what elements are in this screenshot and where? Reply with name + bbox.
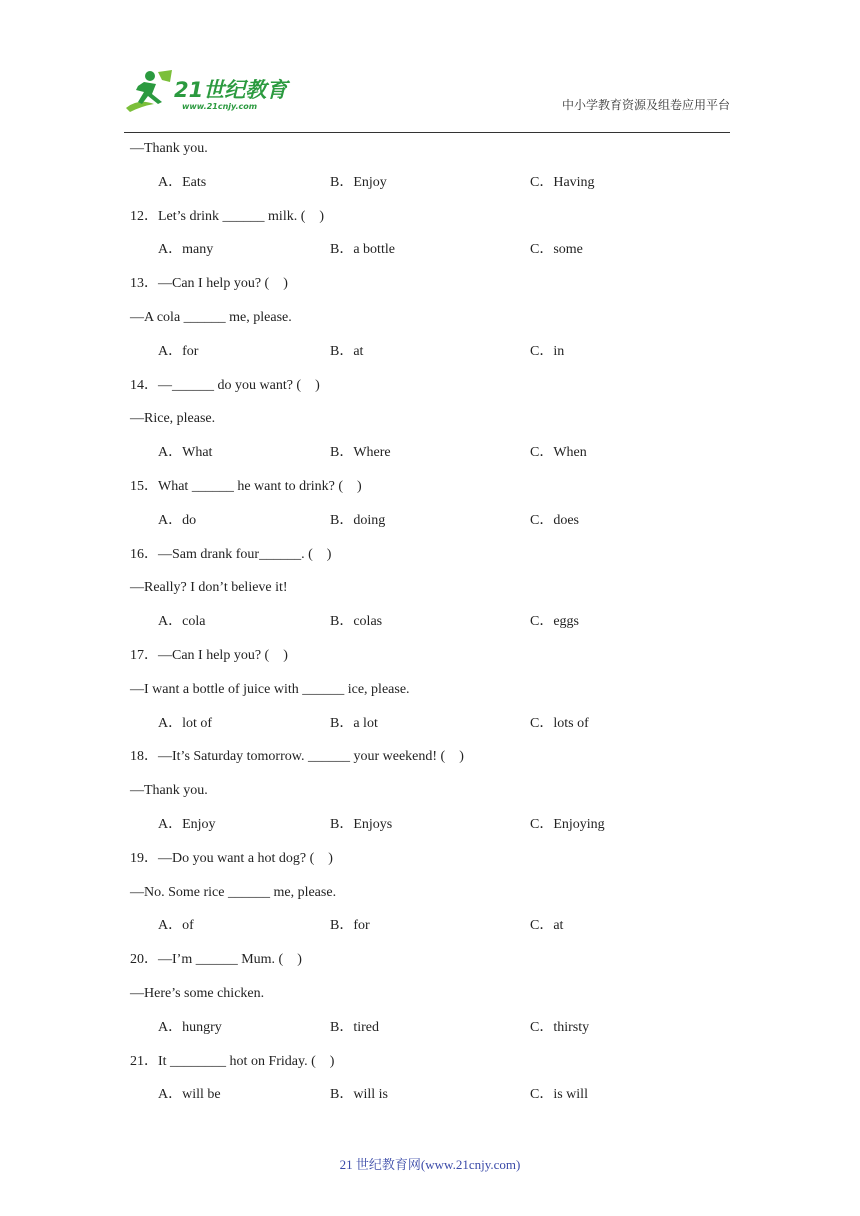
answer-option-c[interactable]: C．some (530, 242, 583, 257)
answer-option-c[interactable]: C．Having (530, 175, 595, 190)
answer-option-c[interactable]: C．When (530, 445, 587, 460)
answer-option-b[interactable]: B．at (330, 344, 364, 359)
dialogue-line: —Here’s some chicken. (130, 986, 265, 1001)
answer-option-b[interactable]: B．tired (330, 1020, 379, 1035)
site-slogan: 中小学教育资源及组卷应用平台 (561, 98, 730, 112)
question-stem: 18．—It’s Saturday tomorrow. ______ your weekend! ( ) (130, 749, 464, 764)
site-logo[interactable] (124, 66, 294, 116)
dialogue-line: —Thank you. (130, 783, 208, 798)
page-footer[interactable]: 21 世纪教育网(www.21cnjy.com) (339, 1157, 521, 1172)
question-stem: 17．—Can I help you? ( ) (130, 648, 288, 663)
answer-option-c[interactable]: C．lots of (530, 716, 589, 731)
answer-option-b[interactable]: B．for (330, 918, 370, 933)
answer-option-c[interactable]: C．Enjoying (530, 817, 605, 832)
logo-text: 21世纪教育 (174, 78, 288, 102)
question-stem: 20．—I’m ______ Mum. ( ) (130, 952, 302, 967)
question-stem: 14．—______ do you want? ( ) (130, 378, 320, 393)
answer-option-b[interactable]: B．will is (330, 1087, 388, 1102)
question-stem: 19．—Do you want a hot dog? ( ) (130, 851, 333, 866)
answer-option-a[interactable]: A．Eats (158, 175, 207, 190)
answer-option-b[interactable]: B．Where (330, 445, 391, 460)
page-header (124, 66, 730, 133)
answer-option-a[interactable]: A．will be (158, 1087, 221, 1102)
answer-option-b[interactable]: B．doing (330, 513, 386, 528)
question-stem: 21．It ________ hot on Friday. ( ) (130, 1054, 335, 1069)
answer-option-c[interactable]: C．in (530, 344, 565, 359)
answer-option-a[interactable]: A．cola (158, 614, 206, 629)
answer-option-a[interactable]: A．hungry (158, 1020, 222, 1035)
dialogue-line: —No. Some rice ______ me, please. (130, 885, 337, 900)
answer-option-a[interactable]: A．of (158, 918, 194, 933)
answer-option-b[interactable]: B．a bottle (330, 242, 395, 257)
dialogue-line: —A cola ______ me, please. (130, 310, 292, 325)
answer-option-c[interactable]: C．eggs (530, 614, 579, 629)
answer-option-c[interactable]: C．does (530, 513, 579, 528)
answer-option-c[interactable]: C．at (530, 918, 564, 933)
question-stem: 16．—Sam drank four______. ( ) (130, 547, 332, 562)
answer-option-a[interactable]: A．Enjoy (158, 817, 216, 832)
dialogue-line: —Rice, please. (130, 411, 216, 426)
question-stem: 13．—Can I help you? ( ) (130, 276, 288, 291)
answer-option-a[interactable]: A．for (158, 344, 199, 359)
answer-option-a[interactable]: A．lot of (158, 716, 213, 731)
answer-option-a[interactable]: A．many (158, 242, 214, 257)
answer-option-a[interactable]: A．do (158, 513, 197, 528)
dialogue-line: —Thank you. (130, 141, 208, 156)
answer-option-b[interactable]: B．Enjoy (330, 175, 387, 190)
answer-option-a[interactable]: A．What (158, 445, 213, 460)
answer-option-b[interactable]: B．colas (330, 614, 383, 629)
runner-logo-icon (124, 68, 176, 114)
question-stem: 15．What ______ he want to drink? ( ) (130, 479, 362, 494)
answer-option-b[interactable]: B．a lot (330, 716, 378, 731)
dialogue-line: —I want a bottle of juice with ______ ice, please. (130, 682, 410, 697)
question-stem: 12．Let’s drink ______ milk. ( ) (130, 209, 325, 224)
dialogue-line: —Really? I don’t believe it! (130, 580, 288, 595)
answer-option-b[interactable]: B．Enjoys (330, 817, 393, 832)
answer-option-c[interactable]: C．thirsty (530, 1020, 590, 1035)
answer-option-c[interactable]: C．is will (530, 1087, 588, 1102)
logo-url: www.21cnjy.com (182, 102, 258, 111)
